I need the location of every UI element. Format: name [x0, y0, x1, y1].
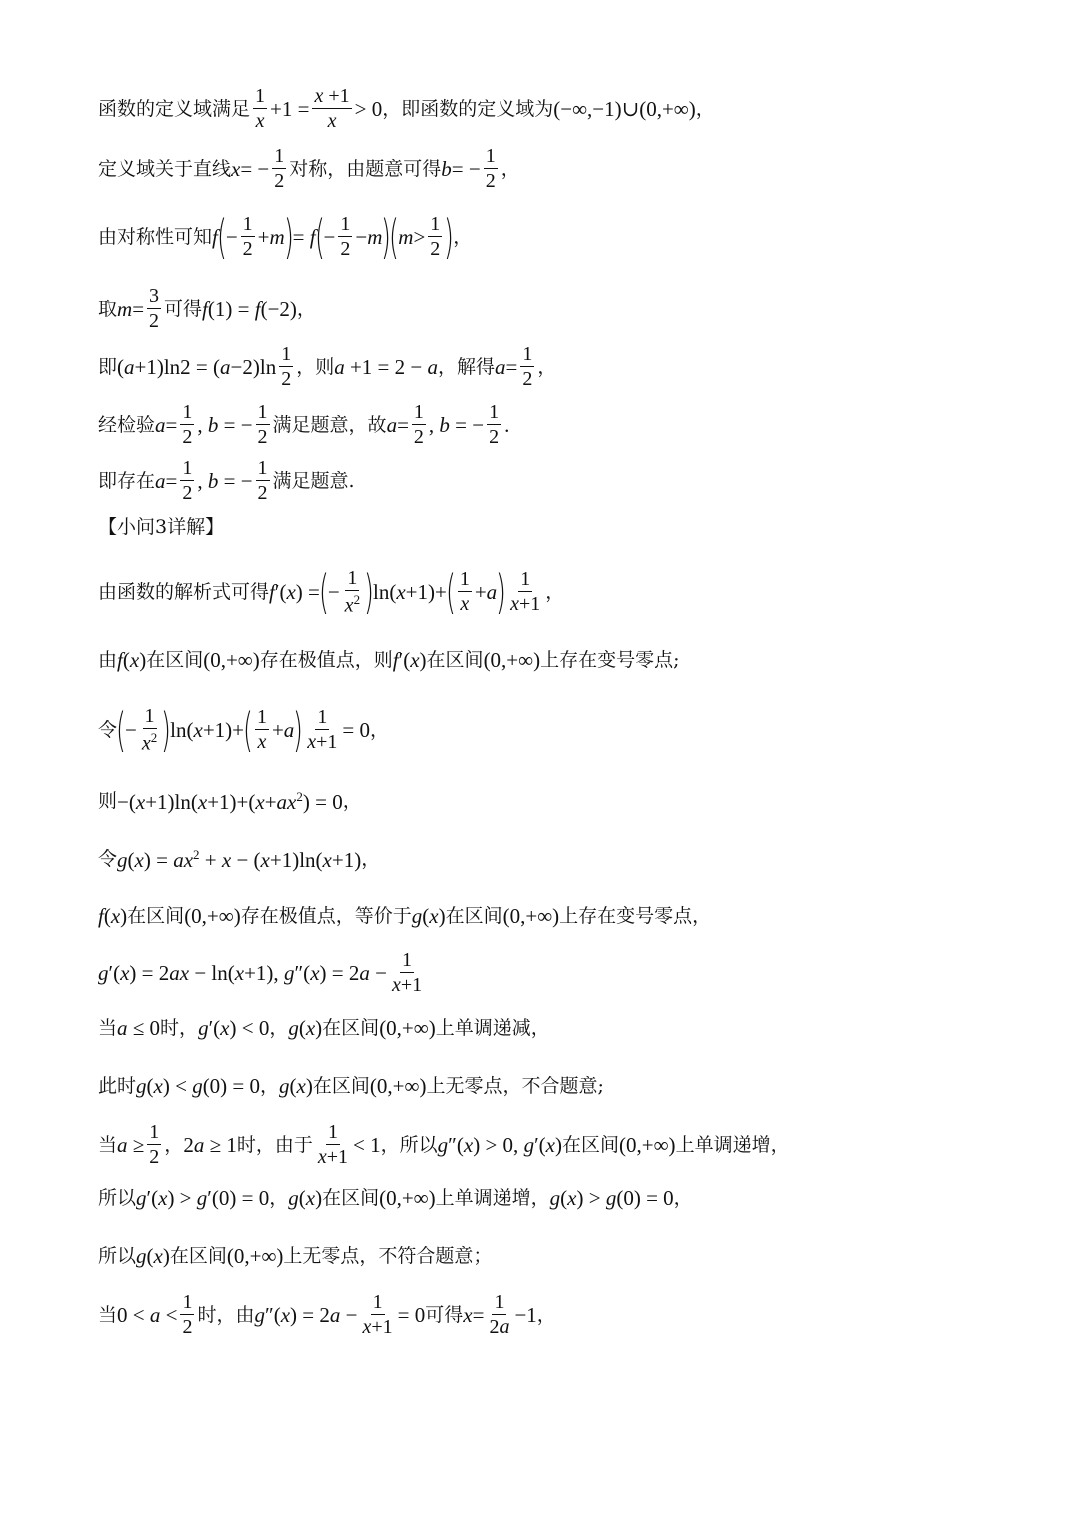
solution-line: 定义域关于直线 x = − $\frac{1}{2}$ 对称，由题意可得 b = − $\frac{1}{2}$ ， [98, 145, 520, 192]
solution-line: 当 0 < a < $\frac{1}{2}$ 时，由 g″(x) = 2a − $\frac{1}{x+1}$ = 0 可得 x = $\frac{1}{2a}$ −1 ， [98, 1291, 556, 1338]
solution-line: f(x) 在区间 (0,+∞) 存在极值点，等价于 g(x) 在区间 (0,+∞) 上存在变号零点， [98, 904, 712, 928]
solution-line: 由函数的解析式可得 f′(x) = ( − $\frac{1}{x^2}$ ) ln(x+1)+ ( $\frac{1}{x}$ +a ) $\frac{1}{x+1}$ ， [98, 565, 565, 620]
solution-line: 所以 g′(x) > g′(0) = 0 ， g(x) 在区间 (0,+∞) 上单调递增， g(x) > g(0) = 0 ， [98, 1186, 693, 1210]
solution-line: 即存在 a = $\frac{1}{2}$ , b = − $\frac{1}{2}$ 满足题意. [98, 457, 355, 504]
solution-line: 令 $g(x) = ax^2 + x - (x+1)\ln(x+1)$ ， [98, 847, 381, 872]
solution-line: 即 (a+1)ln2 = (a−2)ln $\frac{1}{2}$ ，则 a +1 = 2 − a ，解得 a = $\frac{1}{2}$ ， [98, 343, 557, 390]
section-heading: 【小问3详解】 [98, 516, 225, 538]
solution-line: 所以 g(x) 在区间 (0,+∞) 上无零点，不符合题意； [98, 1244, 493, 1268]
solution-line: 则 $-(x+1)\ln(x+1)+(x+ax^2) = 0$ ， [98, 789, 362, 814]
solution-line: 经检验 a = $\frac{1}{2}$ , b = − $\frac{1}{2}$ 满足题意，故 a = $\frac{1}{2}$ , b = − $\frac{1}{2}$ . [98, 401, 510, 448]
solution-line: 由对称性可知 f ( − $\frac{1}{2}$ +m ) = f ( − $\frac{1}{2}$ −m ) ( m > $\frac{1}{2}$ ) ， [98, 210, 473, 264]
solution-line: 取 m = $\frac{3}{2}$ 可得 f(1) = f(−2) ， [98, 285, 316, 332]
solution-line: 由 f(x) 在区间 (0,+∞) 存在极值点，则 f′(x) 在区间 (0,+∞) 上存在变号零点; [98, 648, 680, 672]
solution-line: g′(x) = 2ax − ln(x+1), g″(x) = 2a − $\frac{1}{x+1}$ [98, 949, 423, 996]
solution-line: 此时 g(x) < g(0) = 0 ， g(x) 在区间 (0,+∞) 上无零点，不合题意; [98, 1074, 604, 1098]
solution-line: 函数的定义域满足 $\frac{1}{x}$ +1 = $\frac{x +1}{x}$ > 0 ，即函数的定义域为 (−∞,−1)∪(0,+∞) ， [98, 85, 715, 132]
solution-line: 当 a ≥ $\frac{1}{2}$ ， 2a ≥ 1 时，由于 $\frac{1}{x+1}$ < 1 ，所以 g″(x) > 0, g′(x) 在区间 (0,+∞) 上单调递增， [98, 1121, 790, 1168]
solution-line: 令 ( − $\frac{1}{x^2}$ ) ln(x+1)+ ( $\frac{1}{x}$ +a ) $\frac{1}{x+1}$ = 0 ， [98, 703, 390, 758]
solution-line: 当 a ≤ 0 时， g′(x) < 0 ， g(x) 在区间 (0,+∞) 上单调递减， [98, 1016, 550, 1040]
